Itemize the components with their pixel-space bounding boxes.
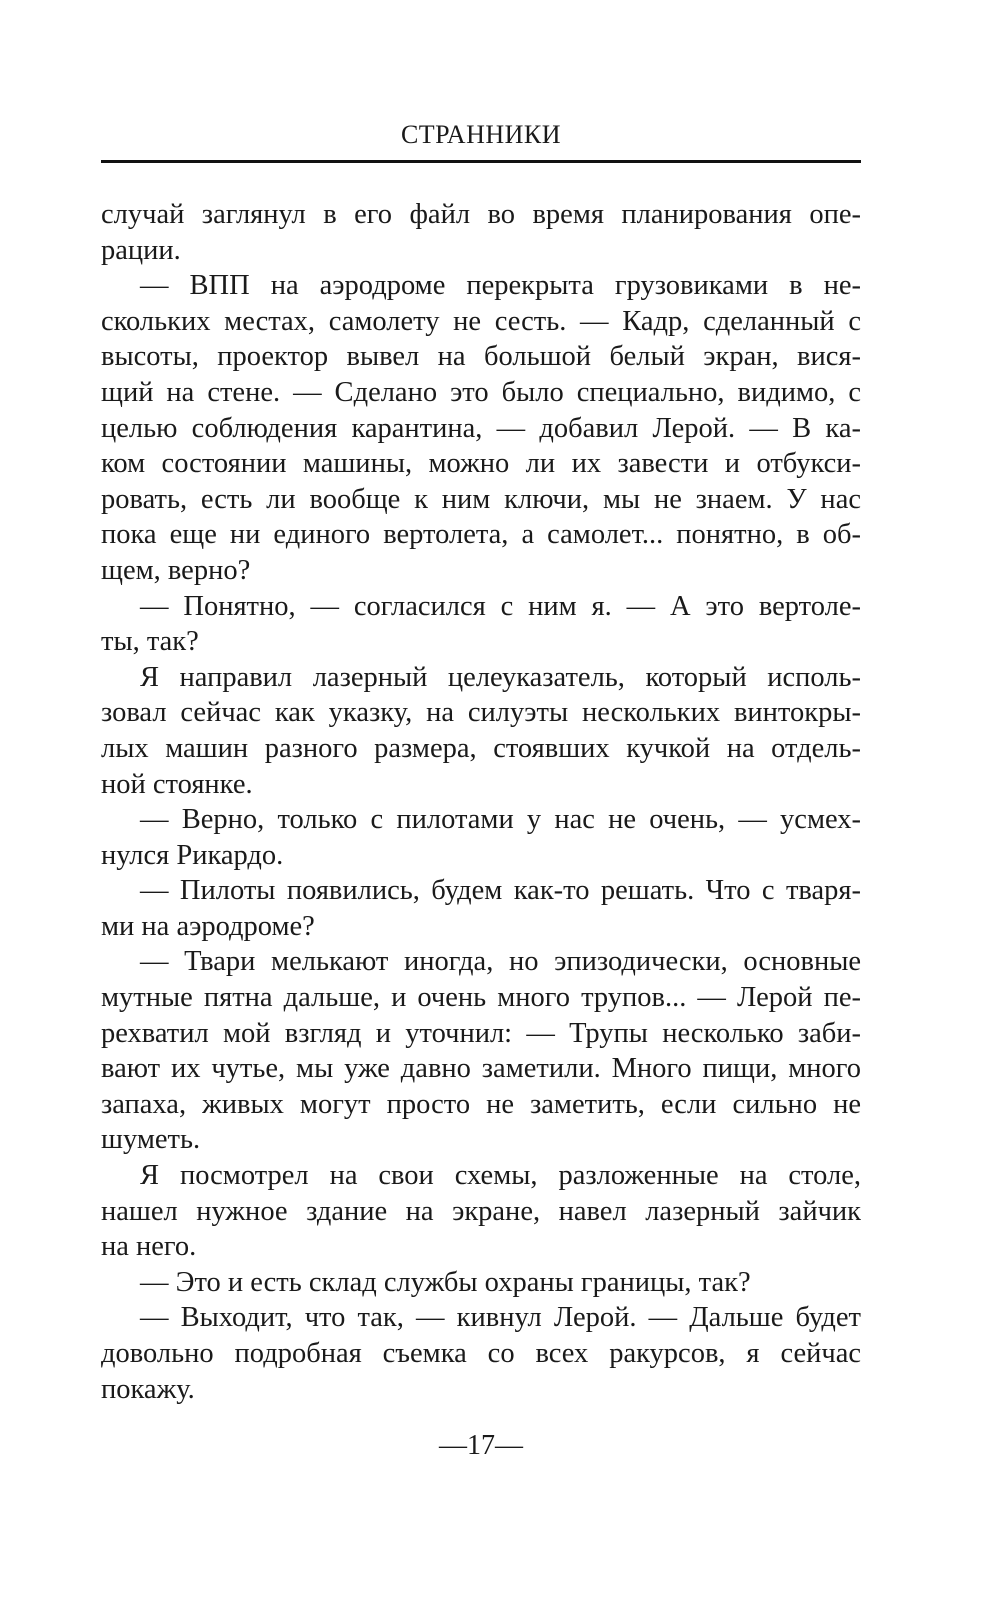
text-line: — Твари мелькают иногда, но эпизодически, основные	[140, 946, 861, 978]
text-line: Я направил лазерный целеуказатель, который исполь-	[140, 661, 861, 693]
text-line: — Верно, только с пилотами у нас не очень, — усмех-	[140, 804, 861, 836]
text-line: Я посмотрел на свои схемы, разложенные на столе,	[140, 1160, 861, 1192]
text-line: на него.	[101, 1231, 197, 1263]
text-line: ной стоянке.	[101, 768, 253, 800]
text-line: запаха, живых могут просто не заметить, если сильно не	[101, 1088, 861, 1120]
text-line: зовал сейчас как указку, на силуэты нескольких винтокры-	[101, 697, 861, 729]
header-rule	[101, 160, 861, 163]
text-line: — ВПП на аэродроме перекрыта грузовиками в не-	[140, 270, 861, 302]
text-line: ровать, есть ли вообще к ним ключи, мы не знаем. У нас	[101, 483, 861, 515]
body-text	[101, 197, 861, 1407]
text-line: скольких местах, самолету не сесть. — Кадр, сделанный с	[101, 305, 861, 337]
text-line: случай заглянул в его файл во время планирования опе-	[101, 199, 861, 230]
text-line: — Понятно, — согласился с ним я. — А это вертоле-	[140, 590, 861, 622]
text-line: нулся Рикардо.	[101, 839, 284, 871]
text-line: шуметь.	[101, 1124, 201, 1156]
text-line: ком состоянии машины, можно ли их завести и отбукси-	[101, 448, 861, 480]
text-line: мутные пятна дальше, и очень много трупов... — Лерой пе-	[101, 982, 861, 1014]
text-line: вают их чутье, мы уже давно заметили. Много пищи, много	[101, 1053, 861, 1085]
text-line: покажу.	[101, 1373, 195, 1405]
text-line: — Это и есть склад службы охраны границы, так?	[140, 1266, 751, 1298]
text-line: довольно подробная съемка со всех ракурсов, я сейчас	[101, 1338, 861, 1369]
text-line: щем, верно?	[101, 554, 251, 586]
text-line: ты, так?	[101, 626, 199, 658]
text-line: — Выходит, что так, — кивнул Лерой. — Дальше будет	[140, 1302, 861, 1334]
text-line: щий на стене. — Сделано это было специально, видимо, с	[101, 376, 861, 408]
text-line: — Пилоты появились, будем как-то решать. Что с тваря-	[140, 875, 861, 907]
text-line: рации.	[101, 234, 181, 266]
text-line: лых машин разного размера, стоявших кучкой на отдель-	[101, 732, 861, 764]
text-line: рехватил мой взгляд и уточнил: — Трупы несколько заби-	[101, 1017, 861, 1049]
text-line: пока еще ни единого вертолета, а самолет... понятно, в об-	[101, 519, 861, 551]
text-line: высоты, проектор вывел на большой белый экран, вися-	[101, 341, 861, 373]
text-line: ми на аэродроме?	[101, 910, 315, 942]
page-number: —17—	[439, 1430, 523, 1461]
running-title: СТРАННИКИ	[400, 120, 562, 149]
text-line: нашел нужное здание на экране, навел лазерный зайчик	[101, 1195, 861, 1227]
text-line: целью соблюдения карантина, — добавил Лерой. — В ка-	[101, 412, 861, 444]
